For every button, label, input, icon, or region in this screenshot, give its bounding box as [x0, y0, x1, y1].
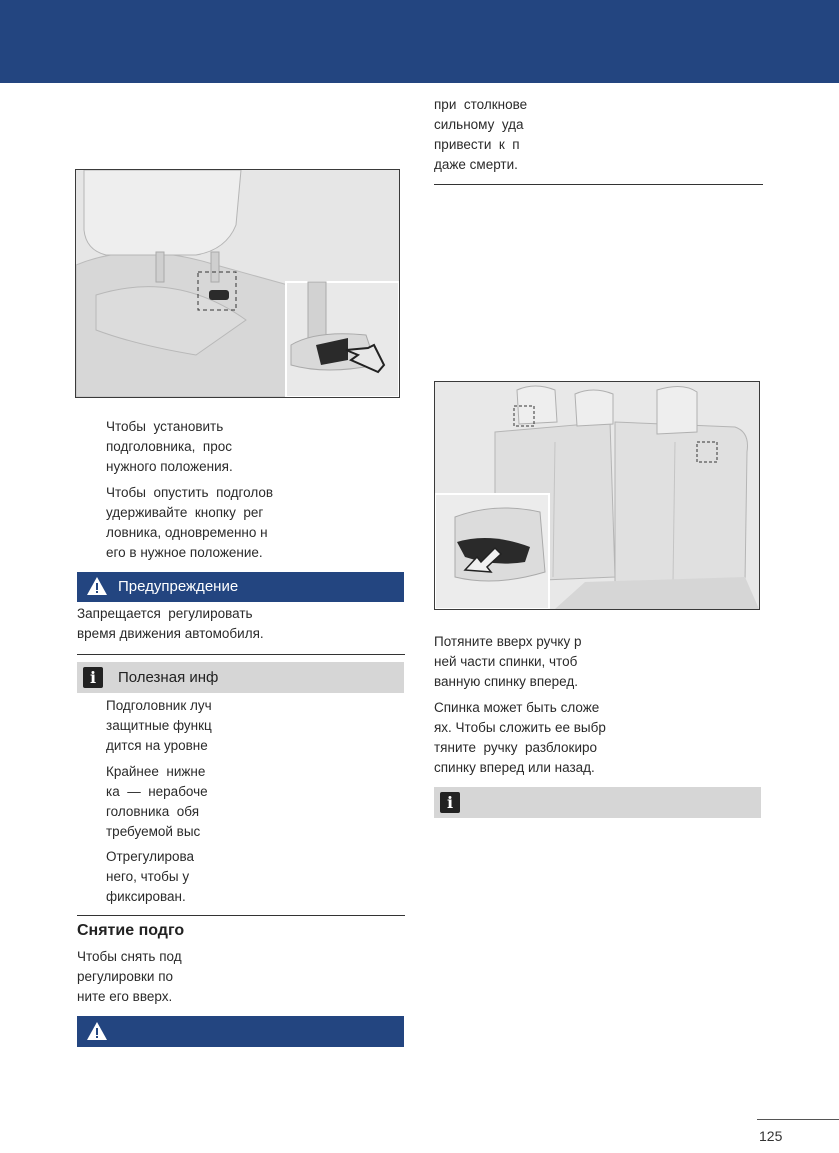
info-title: Полезная инф	[118, 669, 219, 686]
text-line: головника обя	[106, 804, 200, 819]
text-line: требуемой выс	[106, 824, 201, 839]
page-number: 125	[759, 1128, 783, 1144]
text-line: ней части спинки, чтоб	[434, 654, 578, 669]
text-line: регулировки по	[77, 969, 174, 984]
divider	[77, 915, 405, 916]
rear-seat-illustration	[434, 381, 760, 610]
warning-title: Предупреждение	[118, 578, 239, 595]
text-line: привести к п	[434, 137, 520, 152]
text-line: при столкнове	[434, 97, 528, 112]
divider	[434, 184, 763, 185]
text-line: фиксирован.	[106, 889, 186, 904]
text-line: ях. Чтобы сложить ее выбр	[434, 720, 606, 735]
header-bar	[0, 0, 839, 83]
text-line: его в нужное положение.	[106, 545, 263, 560]
text-line: удерживайте кнопку рег	[106, 505, 264, 520]
text-line: Крайнее нижне	[106, 764, 206, 779]
warning-icon	[86, 576, 108, 596]
warning-icon	[86, 1021, 108, 1041]
text-line: Спинка может быть сложе	[434, 700, 600, 715]
info-icon: i	[83, 667, 103, 688]
warning-text-line: Запрещается регулировать	[77, 606, 253, 621]
text-line: даже смерти.	[434, 157, 518, 172]
info-bar	[77, 662, 404, 693]
text-line: тяните ручку разблокиро	[434, 740, 598, 755]
text-line: подголовника, прос	[106, 439, 232, 454]
text-line: ка — нерабоче	[106, 784, 208, 799]
section-heading: Снятие подго	[77, 922, 185, 939]
divider	[77, 654, 405, 655]
text-line: защитные функц	[106, 718, 212, 733]
text-line: нужного положения.	[106, 459, 233, 474]
text-line: Отрегулирова	[106, 849, 195, 864]
warning-bar	[77, 572, 404, 602]
text-line: Потяните вверх ручку р	[434, 634, 582, 649]
text-line: Чтобы опустить подголов	[106, 485, 274, 500]
text-line: сильному уда	[434, 117, 524, 132]
text-line: ловника, одновременно н	[106, 525, 268, 540]
info-bar-right	[434, 787, 761, 818]
text-line: дится на уровне	[106, 738, 208, 753]
text-line: Чтобы установить	[106, 419, 224, 434]
footer-rule	[757, 1119, 839, 1120]
text-line: него, чтобы у	[106, 869, 190, 884]
headrest-illustration	[75, 169, 400, 398]
text-line: спинку вперед или назад.	[434, 760, 595, 775]
text-line: ванную спинку вперед.	[434, 674, 579, 689]
text-line: ните его вверх.	[77, 989, 173, 1004]
info-icon: i	[440, 792, 460, 813]
warning-text-line: время движения автомобиля.	[77, 626, 264, 641]
text-line: Подголовник луч	[106, 698, 212, 713]
text-line: Чтобы снять под	[77, 949, 182, 964]
warning-bar-bottom	[77, 1016, 404, 1047]
